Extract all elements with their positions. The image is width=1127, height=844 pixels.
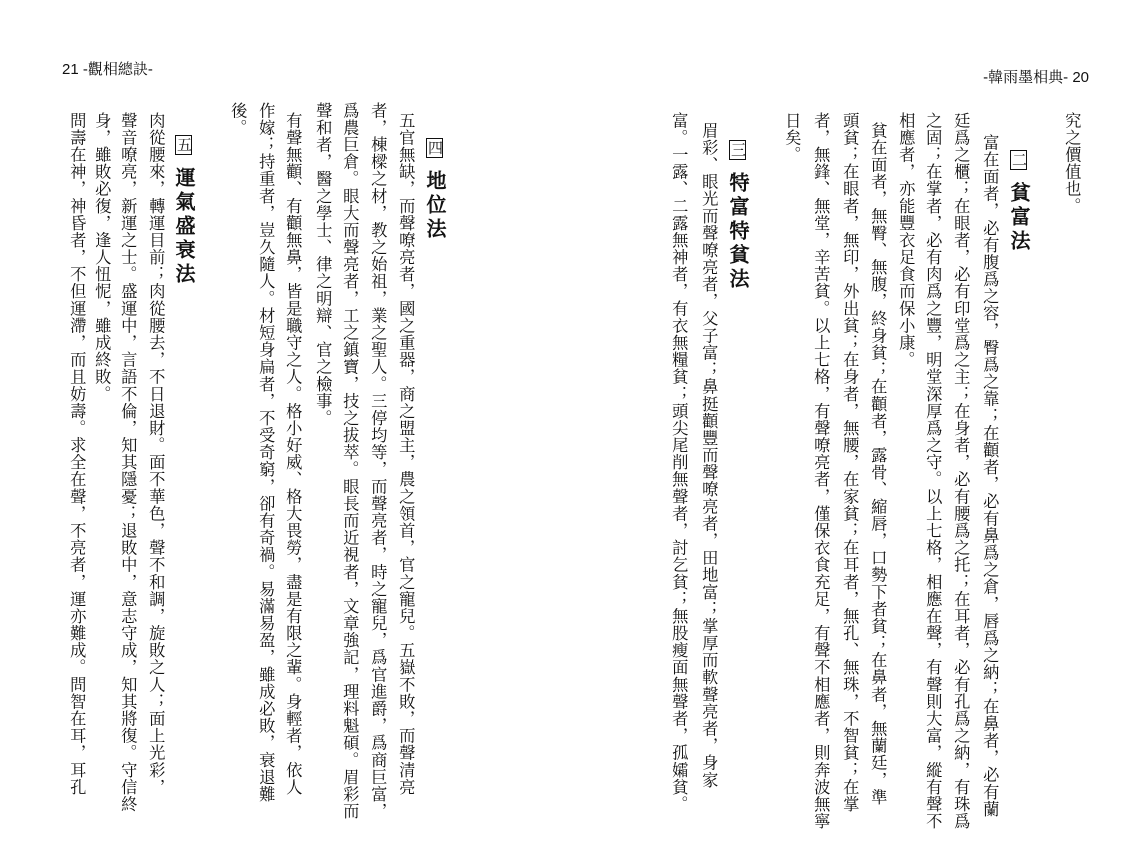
section-title: 地位法	[423, 169, 447, 242]
section-heading	[728, 140, 748, 292]
text-column: 眉彩、眼光而聲嘹亮者，父子富；鼻挺顴豐而聲嘹亮者，田地富；掌厚而軟聲亮者，身家	[699, 122, 719, 789]
text-column: 聲和者，醫之學士、律之明辯、官之檢事。	[313, 102, 333, 427]
text-column: 者，無鋒、無堂，辛苦貧。以上七格，有聲嘹亮者，僅保衣食充足，有聲不相應者，則奔波無寧	[811, 112, 831, 830]
right-page	[563, 0, 1127, 844]
text-column: 廷爲之櫃；在眼者，必有印堂爲之主；在身者，必有腰爲之托；在耳者，必有孔爲之納，有珠爲	[951, 112, 971, 830]
text-column: 者，棟樑之材，教之始祖，業之聖人。三停均等，而聲亮者，時之寵兒，爲官進爵，爲商巨富，	[368, 102, 388, 820]
section-heading	[1009, 150, 1029, 254]
text-column: 富在面者，必有腹爲之容，臀爲之靠；在顴者，必有鼻爲之倉，唇爲之納；在鼻者，必有蘭	[980, 134, 1000, 818]
text-column: 身，雖敗必復，逢人忸怩，雖成終敗。	[92, 112, 112, 403]
left-page-header: 21 -觀相總訣-	[62, 61, 153, 78]
text-column: 有聲無顴、有顴無鼻，皆是職守之人。格小好威、格大畏勞，盡是有限之輩。身輕者，依人	[283, 112, 303, 796]
left-page	[0, 0, 563, 844]
text-column: 相應者，亦能豐衣足食而保小康。	[896, 112, 916, 369]
text-column: 貧在面者，無臀、無腹，終身貧；在顴者，露骨、縮唇，口勢下者貧；在鼻者，無蘭廷，準	[868, 122, 888, 806]
text-column: 肉從腰來，轉運目前；肉從腰去，不日退財。面不華色，聲不和調，旋敗之人；面上光彩，	[146, 112, 166, 796]
text-column: 聲音嘹亮，新運之士。盛運中，言語不倫，知其隱憂；退敗中，意志守成，知其將復。守信終	[118, 112, 138, 813]
text-column: 日矣。	[782, 112, 802, 164]
text-column: 問壽在神，神昏者，不但運滯，而且妨壽。求全在聲，不亮者，運亦難成。問智在耳，耳孔	[67, 112, 87, 796]
section-heading	[425, 138, 445, 242]
text-column: 作嫁；持重者，豈久隨人。材短身扁者，不受奇窮，卻有奇禍。易滿易盈，雖成必敗，衰退難	[256, 102, 276, 803]
text-column: 究之價值也。	[1062, 112, 1082, 215]
section-title: 貧富法	[1007, 181, 1031, 254]
section-number-box: 四	[426, 140, 444, 156]
text-column: 後。	[228, 102, 248, 137]
text-column: 五官無缺，而聲嘹亮者，國之重器，商之盟主，農之領首，官之寵兒。五嶽不敗，而聲清亮	[396, 112, 416, 796]
right-page-header: -韓雨墨相典- 20	[983, 69, 1089, 86]
text-column: 爲農巨倉。眼大而聲亮者，工之鎮寶，技之拔萃。眼長而近視者，文章強記，理料魁碩。眉彩而	[340, 102, 360, 820]
section-number-box: 三	[729, 142, 747, 158]
section-title: 運氣盛衰法	[172, 166, 196, 287]
section-title: 特富特貧法	[726, 171, 750, 292]
text-column: 之固；在掌者，必有肉爲之豐，明堂深厚爲之守。以上七格，相應在聲，有聲則大富，縱有聲不	[923, 112, 943, 830]
text-column: 富。一露、二露無神者，有衣無糧貧；頭尖尾削無聲者，討乞貧；無股瘦面無聲者，孤孀貧。	[669, 112, 689, 813]
section-number-box: 二	[1010, 152, 1028, 168]
section-heading	[174, 135, 194, 287]
section-number-box: 五	[175, 137, 193, 153]
text-column: 頭貧；在眼者，無印，外出貧；在身者，無腰，在家貧；在耳者，無孔、無珠，不智貧；在掌	[840, 112, 860, 813]
